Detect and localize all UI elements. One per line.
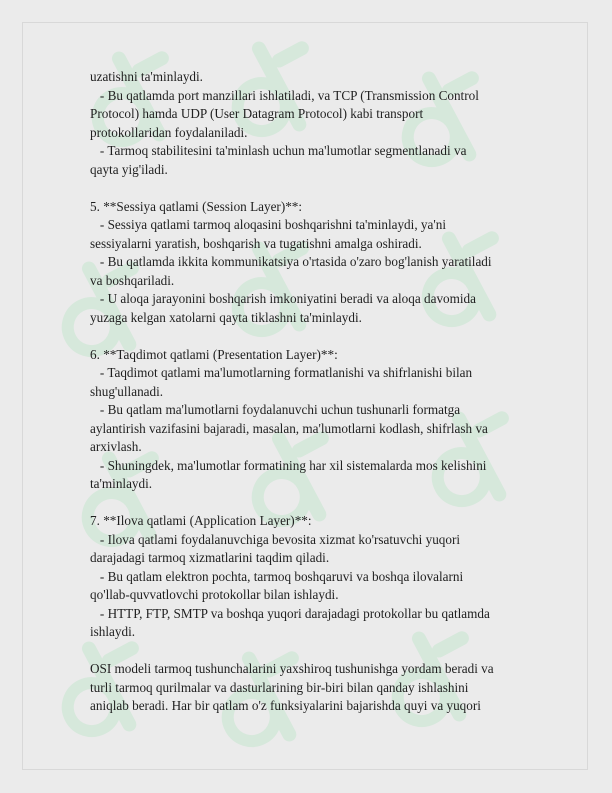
text-line: - Ilova qatlami foydalanuvchiga bevosita xizmat ko'rsatuvchi yuqori: [90, 531, 461, 547]
text-line: - Shuningdek, ma'lumotlar formatining har xil sistemalarda mos kelishini: [90, 457, 487, 473]
text-line: - Bu qatlam elektron pochta, tarmoq boshqaruvi va boshqa ilovalarni: [90, 568, 464, 584]
text-line: turli tarmoq qurilmalar va dasturlarining bir-biri bilan qanday ishlashini: [90, 679, 469, 695]
paragraph-gap: [90, 494, 530, 513]
text-line: arxivlash.: [90, 439, 142, 454]
text-line: 7. **Ilova qatlami (Application Layer)**:: [90, 513, 312, 528]
text-line: ta'minlaydi.: [90, 476, 153, 491]
paragraph-gap: [90, 327, 530, 346]
text-line: OSI modeli tarmoq tushunchalarini yaxshiroq tushunishga yordam beradi va: [90, 661, 494, 676]
paragraph-gap: [90, 642, 530, 661]
text-line: - Sessiya qatlami tarmoq aloqasini boshqarishni ta'minlaydi, ya'ni: [90, 217, 446, 232]
text-line: sessiyalarni yaratish, boshqarish va tugatishni amalga oshiradi.: [90, 235, 422, 251]
text-line: - U aloqa jarayonini boshqarish imkoniyatini beradi va aloqa davomida: [90, 291, 476, 306]
text-line: qayta yig'iladi.: [90, 161, 168, 177]
text-line: - Tarmoq stabilitesini ta'minlash uchun ma'lumotlar segmentlanadi va: [90, 143, 467, 158]
text-line: - HTTP, FTP, SMTP va boshqa yuqori darajadagi protokollar bu qatlamda: [90, 605, 490, 621]
paragraph-gap: [90, 179, 530, 198]
text-line: - Bu qatlamda port manzillari ishlatiladi, va TCP (Transmission Control: [90, 87, 479, 103]
text-line: qo'llab-quvvatlovchi protokollar bilan ishlaydi.: [90, 587, 339, 602]
text-line: aniqlab beradi. Har bir qatlam o'z funksiyalarini bajarishda quyi va yuqori: [90, 698, 481, 713]
text-line: 6. **Taqdimot qatlami (Presentation Layer)**:: [90, 346, 338, 362]
text-line: va boshqariladi.: [90, 272, 175, 288]
text-line: - Taqdimot qatlami ma'lumotlarning formatlanishi va shifrlanishi bilan: [90, 365, 473, 380]
text-line: protokollaridan foydalaniladi.: [90, 124, 248, 140]
text-line: - Bu qatlam ma'lumotlarni foydalanuvchi uchun tushunarli formatga: [90, 402, 461, 417]
text-line: uzatishni ta'minlaydi.: [90, 69, 203, 84]
text-line: yuzaga kelgan xatolarni qayta tiklashni ta'minlaydi.: [90, 309, 362, 325]
text-line: shug'ullanadi.: [90, 383, 164, 399]
text-line: - Bu qatlamda ikkita kommunikatsiya o'rtasida o'zaro bog'lanish yaratiladi: [90, 254, 492, 269]
document-body: [90, 68, 530, 716]
text-line: aylantirish vazifasini bajaradi, masalan, ma'lumotlarni kodlash, shifrlash va: [90, 420, 488, 436]
text-line: Protocol) hamda UDP (User Datagram Protocol) kabi transport: [90, 106, 424, 121]
text-line: darajadagi tarmoq xizmatlarini taqdim qiladi.: [90, 550, 330, 565]
text-line: 5. **Sessiya qatlami (Session Layer)**:: [90, 198, 303, 214]
text-line: ishlaydi.: [90, 624, 136, 639]
